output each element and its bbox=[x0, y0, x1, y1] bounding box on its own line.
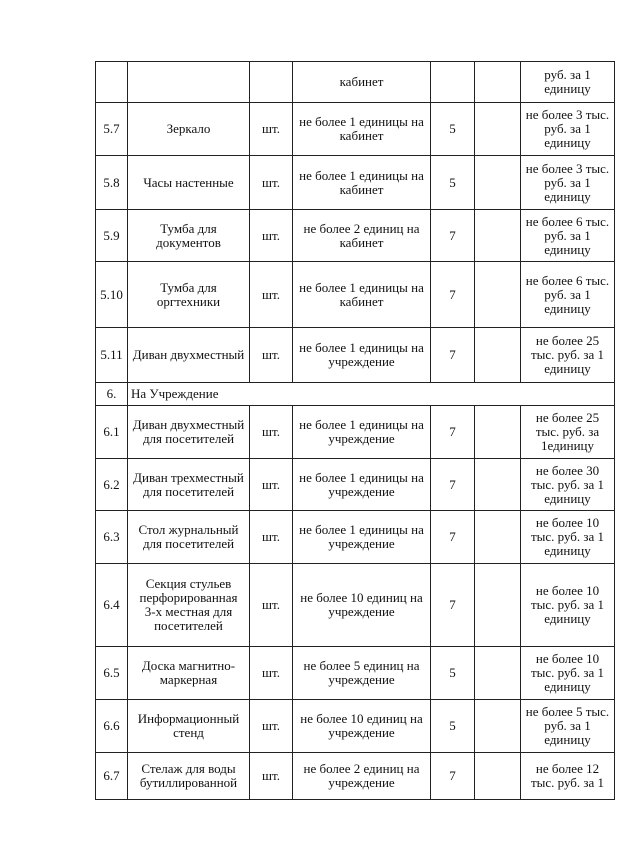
price-limit-cell: не более 3 тыс. руб. за 1 единицу bbox=[521, 156, 615, 210]
price-limit-cell: не более 12 тыс. руб. за 1 bbox=[521, 753, 615, 800]
item-name-cell: Тумба для оргтехники bbox=[128, 262, 250, 328]
table-row bbox=[96, 406, 615, 459]
table-row bbox=[96, 103, 615, 156]
item-name-cell bbox=[128, 62, 250, 103]
row-number-cell: 6.7 bbox=[96, 753, 128, 800]
row-number-cell: 6.2 bbox=[96, 459, 128, 511]
unit-cell: шт. bbox=[250, 564, 293, 647]
extra-cell-cell bbox=[475, 564, 521, 647]
item-name-cell: Стелаж для воды бутиллированной bbox=[128, 753, 250, 800]
service-term-cell: 7 bbox=[431, 262, 475, 328]
service-term-cell: 7 bbox=[431, 753, 475, 800]
unit-cell: шт. bbox=[250, 406, 293, 459]
quantity-norm-cell: не более 1 единицы на учреждение bbox=[293, 511, 431, 564]
row-number-cell: 6.1 bbox=[96, 406, 128, 459]
table-row bbox=[96, 753, 615, 800]
quantity-norm-cell: не более 2 единиц на учреждение bbox=[293, 753, 431, 800]
quantity-norm-cell: кабинет bbox=[293, 62, 431, 103]
extra-cell-cell bbox=[475, 210, 521, 262]
price-limit-cell: не более 25 тыс. руб. за 1единицу bbox=[521, 406, 615, 459]
item-name-cell: Зеркало bbox=[128, 103, 250, 156]
item-name-cell: Диван трехместный для посетителей bbox=[128, 459, 250, 511]
row-number-cell: 5.9 bbox=[96, 210, 128, 262]
extra-cell-cell bbox=[475, 156, 521, 210]
price-limit-cell: не более 6 тыс. руб. за 1 единицу bbox=[521, 262, 615, 328]
table-row bbox=[96, 511, 615, 564]
table-row bbox=[96, 262, 615, 328]
price-limit-cell: не более 6 тыс. руб. за 1 единицу bbox=[521, 210, 615, 262]
service-term-cell bbox=[431, 62, 475, 103]
price-limit-cell: не более 5 тыс. руб. за 1 единицу bbox=[521, 700, 615, 753]
row-number-cell bbox=[96, 62, 128, 103]
quantity-norm-cell: не более 1 единицы на учреждение bbox=[293, 328, 431, 383]
service-term-cell: 5 bbox=[431, 700, 475, 753]
extra-cell-cell bbox=[475, 700, 521, 753]
unit-cell: шт. bbox=[250, 511, 293, 564]
quantity-norm-cell: не более 1 единицы на учреждение bbox=[293, 406, 431, 459]
quantity-norm-cell: не более 1 единицы на кабинет bbox=[293, 156, 431, 210]
quantity-norm-cell: не более 5 единиц на учреждение bbox=[293, 647, 431, 700]
table-row bbox=[96, 564, 615, 647]
quantity-norm-cell: не более 1 единицы на учреждение bbox=[293, 459, 431, 511]
price-limit-cell: не более 10 тыс. руб. за 1 единицу bbox=[521, 647, 615, 700]
extra-cell-cell bbox=[475, 753, 521, 800]
extra-cell-cell bbox=[475, 328, 521, 383]
service-term-cell: 7 bbox=[431, 564, 475, 647]
unit-cell: шт. bbox=[250, 700, 293, 753]
unit-cell bbox=[250, 62, 293, 103]
row-number-cell: 6.3 bbox=[96, 511, 128, 564]
table-row bbox=[96, 647, 615, 700]
price-limit-cell: не более 10 тыс. руб. за 1 единицу bbox=[521, 564, 615, 647]
item-name-cell: Диван двухместный bbox=[128, 328, 250, 383]
row-number-cell: 5.7 bbox=[96, 103, 128, 156]
price-limit-cell: не более 3 тыс. руб. за 1 единицу bbox=[521, 103, 615, 156]
row-number-cell: 6.5 bbox=[96, 647, 128, 700]
service-term-cell: 7 bbox=[431, 511, 475, 564]
quantity-norm-cell: не более 2 единиц на кабинет bbox=[293, 210, 431, 262]
service-term-cell: 7 bbox=[431, 406, 475, 459]
service-term-cell: 5 bbox=[431, 103, 475, 156]
service-term-cell: 5 bbox=[431, 647, 475, 700]
service-term-cell: 7 bbox=[431, 328, 475, 383]
item-name-cell: Часы настенные bbox=[128, 156, 250, 210]
row-number-cell: 5.10 bbox=[96, 262, 128, 328]
quantity-norm-cell: не более 10 единиц на учреждение bbox=[293, 564, 431, 647]
item-name-cell: Информационный стенд bbox=[128, 700, 250, 753]
extra-cell-cell bbox=[475, 103, 521, 156]
price-limit-cell: не более 25 тыс. руб. за 1 единицу bbox=[521, 328, 615, 383]
extra-cell-cell bbox=[475, 262, 521, 328]
norms-table bbox=[95, 61, 615, 800]
table-row bbox=[96, 328, 615, 383]
row-number-cell: 5.8 bbox=[96, 156, 128, 210]
section-number: 6. bbox=[96, 383, 128, 406]
quantity-norm-cell: не более 10 единиц на учреждение bbox=[293, 700, 431, 753]
table-row bbox=[96, 700, 615, 753]
row-number-cell: 6.4 bbox=[96, 564, 128, 647]
unit-cell: шт. bbox=[250, 459, 293, 511]
unit-cell: шт. bbox=[250, 103, 293, 156]
price-limit-cell: не более 30 тыс. руб. за 1 единицу bbox=[521, 459, 615, 511]
service-term-cell: 7 bbox=[431, 210, 475, 262]
unit-cell: шт. bbox=[250, 753, 293, 800]
section-row bbox=[96, 383, 615, 406]
item-name-cell: Тумба для документов bbox=[128, 210, 250, 262]
extra-cell-cell bbox=[475, 62, 521, 103]
unit-cell: шт. bbox=[250, 262, 293, 328]
service-term-cell: 5 bbox=[431, 156, 475, 210]
service-term-cell: 7 bbox=[431, 459, 475, 511]
price-limit-cell: не более 10 тыс. руб. за 1 единицу bbox=[521, 511, 615, 564]
extra-cell-cell bbox=[475, 647, 521, 700]
item-name-cell: Стол журнальный для посетителей bbox=[128, 511, 250, 564]
extra-cell-cell bbox=[475, 511, 521, 564]
item-name-cell: Секция стульев перфорированная 3-х местная для посетителей bbox=[128, 564, 250, 647]
unit-cell: шт. bbox=[250, 156, 293, 210]
extra-cell-cell bbox=[475, 459, 521, 511]
item-name-cell: Диван двухместный для посетителей bbox=[128, 406, 250, 459]
extra-cell-cell bbox=[475, 406, 521, 459]
unit-cell: шт. bbox=[250, 647, 293, 700]
row-number-cell: 5.11 bbox=[96, 328, 128, 383]
table-row bbox=[96, 459, 615, 511]
price-limit-cell: руб. за 1 единицу bbox=[521, 62, 615, 103]
table-row bbox=[96, 210, 615, 262]
unit-cell: шт. bbox=[250, 210, 293, 262]
unit-cell: шт. bbox=[250, 328, 293, 383]
section-title: На Учреждение bbox=[128, 383, 615, 406]
quantity-norm-cell: не более 1 единицы на кабинет bbox=[293, 262, 431, 328]
quantity-norm-cell: не более 1 единицы на кабинет bbox=[293, 103, 431, 156]
table-row bbox=[96, 156, 615, 210]
row-number-cell: 6.6 bbox=[96, 700, 128, 753]
item-name-cell: Доска магнитно- маркерная bbox=[128, 647, 250, 700]
table-row bbox=[96, 62, 615, 103]
